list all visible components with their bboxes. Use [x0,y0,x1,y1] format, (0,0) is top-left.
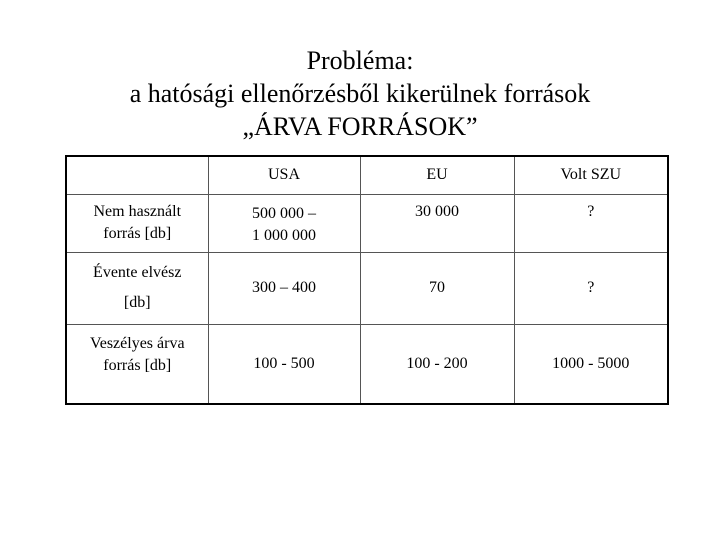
cell-szu-unused: ? [514,194,668,252]
title-line-2: a hatósági ellenőrzésből kikerülnek források [129,79,591,108]
row-label-line: Évente elvész [93,264,182,281]
cell-line: 1 000 000 [252,226,316,244]
row-label-line: [db] [123,294,151,311]
row-label-line: forrás [db] [103,356,172,374]
table-row [66,194,668,252]
header-usa: USA [208,156,360,194]
cell-usa-dangerous: 100 - 500 [208,324,360,404]
cell-usa-unused [208,194,360,252]
header-eu: EU [360,156,514,194]
title-line-3: „ÁRVA FORRÁSOK” [242,112,478,141]
cell-usa-lost: 300 – 400 [208,252,360,324]
row-label-dangerous-orphan [66,324,208,404]
row-label-lost-yearly [66,252,208,324]
cell-szu-dangerous: 1000 - 5000 [514,324,668,404]
row-label-line: forrás [db] [103,225,172,242]
cell-eu-dangerous: 100 - 200 [360,324,514,404]
row-label-unused-sources [66,194,208,252]
cell-szu-lost: ? [514,252,668,324]
title-line-1: Probléma: [306,46,414,75]
table-header-row [66,156,668,194]
orphan-sources-table [65,155,669,405]
header-volt-szu: Volt SZU [514,156,668,194]
slide-title [0,44,720,143]
cell-line: 500 000 – [252,204,316,222]
table-row [66,252,668,324]
row-label-line: Veszélyes árva [89,334,185,352]
header-empty [66,156,208,194]
cell-eu-unused: 30 000 [360,194,514,252]
row-label-line: Nem használt [93,203,182,220]
cell-eu-lost: 70 [360,252,514,324]
table-row [66,324,668,404]
